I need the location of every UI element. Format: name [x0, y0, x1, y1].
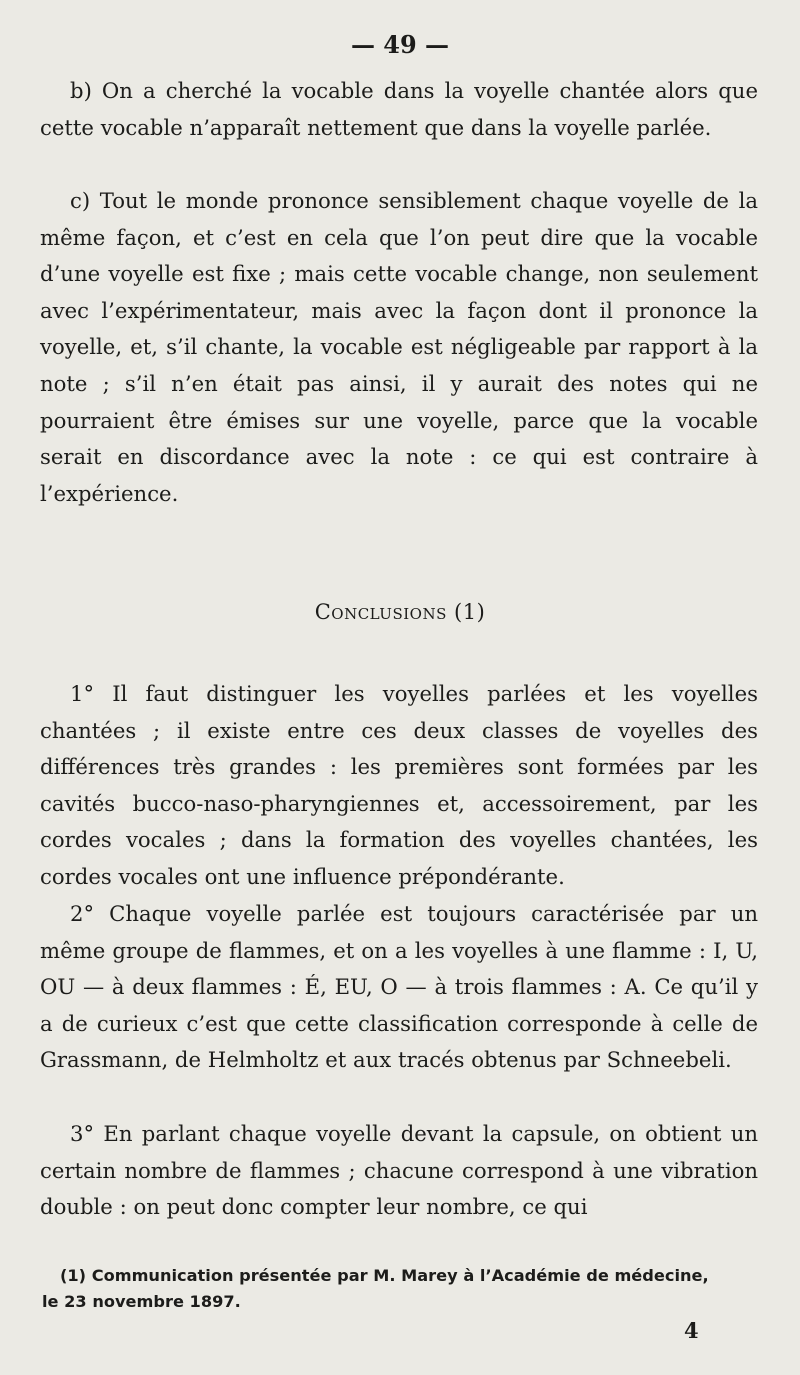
page-number: — 49 —: [350, 30, 450, 59]
section-heading-conclusions: Conclusions (1): [314, 600, 486, 624]
paragraph-b: b) On a cherché la vocable dans la voyelle chantée alors que cette vocable n’apparaît nettement que dans la voyelle parlée.: [40, 78, 758, 140]
footnote-line-1: (1) Communication présentée par M. Marey à l’Académie de médecine,: [60, 1266, 709, 1285]
footnote: [42, 1263, 768, 1315]
footnote-line-2: le 23 novembre 1897.: [42, 1292, 241, 1311]
conclusion-item-3: 3° En parlant chaque voyelle devant la capsule, on obtient un certain nombre de flammes ; chacune correspond à une vibration double : on peut donc compter leur nombre, ce qui: [40, 1121, 758, 1220]
conclusion-item-2: 2° Chaque voyelle parlée est toujours caractérisée par un même groupe de flammes, et on a les voyelles à une flamme : I, U, OU — à deux flammes : É, EU, O — à trois flammes : A. Ce qu’il y a de curieux c’est que cette classification corresponde à celle de Grassmann, de Helmholtz et aux tracés obtenus par Schneebeli.: [40, 901, 758, 1073]
signature-mark: 4: [684, 1318, 699, 1343]
conclusion-item-1: 1° Il faut distinguer les voyelles parlées et les voyelles chantées ; il existe entre ces deux classes de voyelles des différences très grandes : les premières sont formées par les cavités bucco-naso-pharyngiennes et, accessoirement, par les cordes vocales ; dans la formation des voyelles chantées, les cordes vocales ont une influence prépondérante.: [40, 681, 758, 889]
paragraph-c: c) Tout le monde prononce sensiblement chaque voyelle de la même façon, et c’est en cela que l’on peut dire que la vocable d’une voyelle est fixe ; mais cette vocable change, non seulement avec l’expérimentateur, mais avec la façon dont il prononce la voyelle, et, s’il chante, la vocable est négligeable par rapport à la note ; s’il n’en était pas ainsi, il y aurait des notes qui ne pourraient être émises sur une voyelle, parce que la vocable serait en discordance avec la note : ce qui est contraire à l’expérience.: [40, 188, 758, 506]
